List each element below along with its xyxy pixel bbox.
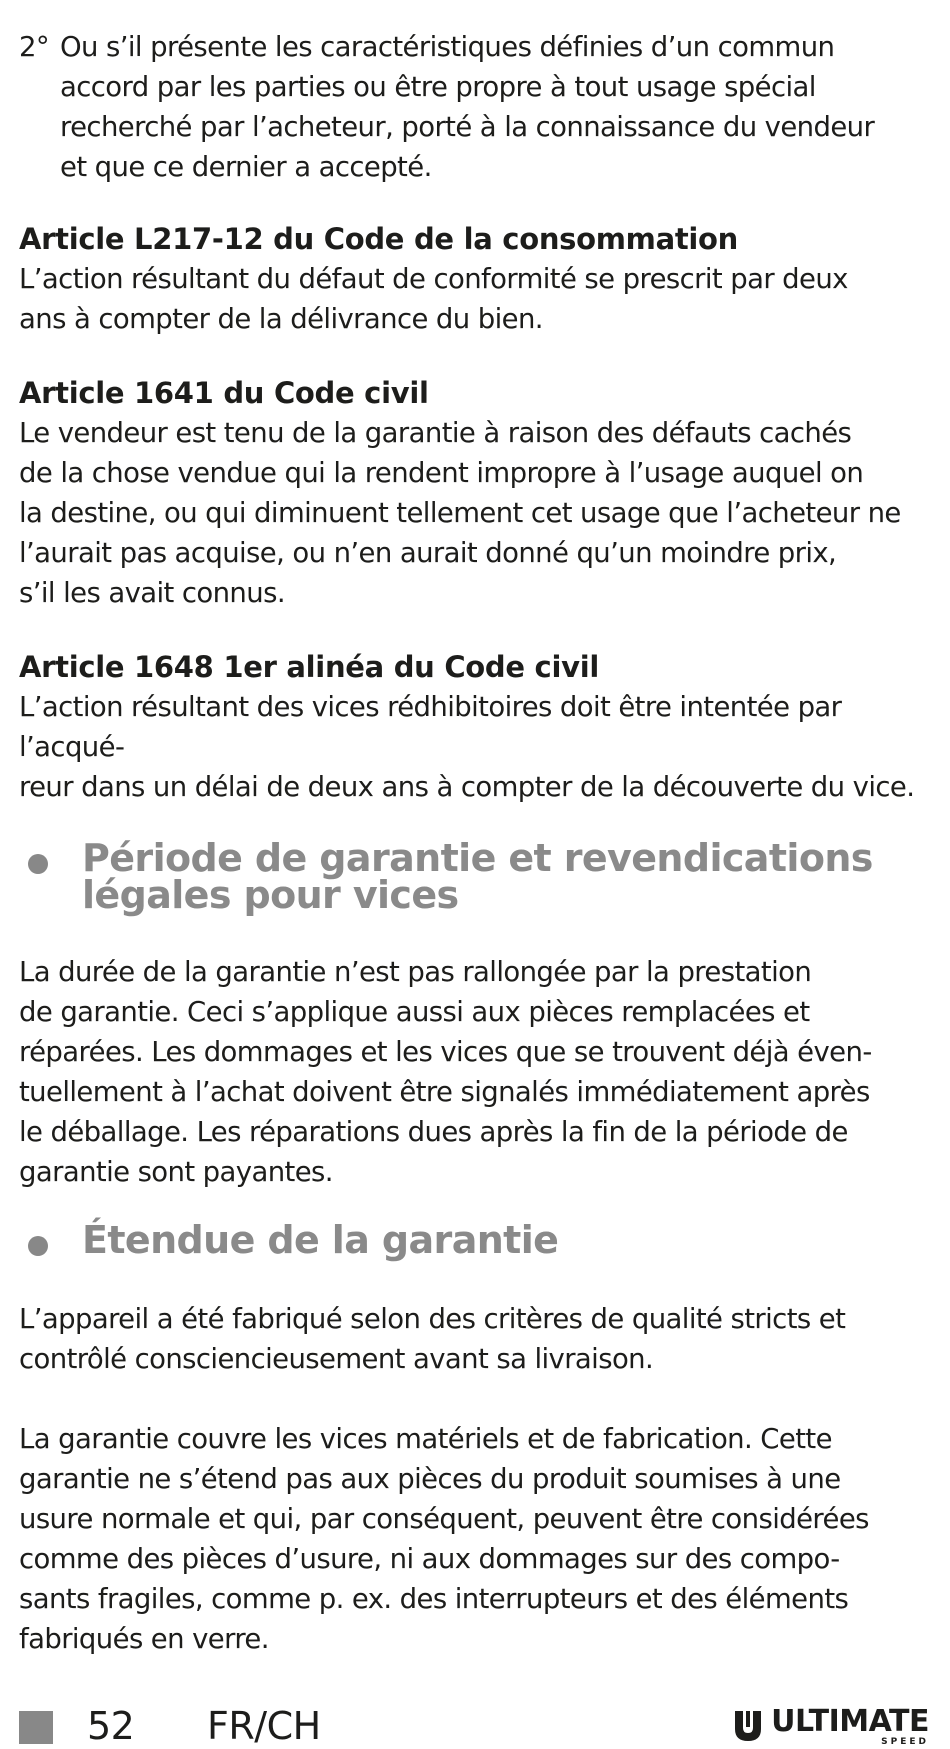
text-line: s’il les avait connus. <box>19 577 285 609</box>
text-line: garantie ne s’étend pas aux pièces du produit soumises à une <box>19 1463 841 1495</box>
section-title <box>82 836 873 917</box>
text-line: tuellement à l’achat doivent être signalés immédiatement après <box>19 1076 870 1108</box>
intro-item-text <box>60 27 931 187</box>
brand-wordmark <box>771 1704 929 1747</box>
text-line: Le vendeur est tenu de la garantie à raison des défauts cachés <box>19 417 852 449</box>
text-line: accord par les parties ou être propre à tout usage spécial <box>60 71 816 103</box>
text-line: contrôlé consciencieusement avant sa livraison. <box>19 1343 654 1375</box>
text-line: L’action résultant des vices rédhibitoires doit être intentée par l’acqué- <box>19 691 842 763</box>
bullet-icon <box>28 854 48 874</box>
section-body <box>19 1299 931 1659</box>
text-line: de garantie. Ceci s’applique aussi aux pièces remplacées et <box>19 996 810 1028</box>
section-title-line: Période de garantie et revendications <box>82 836 873 880</box>
text-line: La garantie couvre les vices matériels et de fabrication. Cette <box>19 1423 832 1455</box>
section-body <box>19 952 931 1192</box>
brand-name: ULTIMATE <box>771 1704 929 1739</box>
section-heading <box>19 1218 931 1262</box>
text-line: garantie sont payantes. <box>19 1156 333 1188</box>
brand-logo-icon <box>731 1708 765 1742</box>
text-line: l’aurait pas acquise, ou n’en aurait donné qu’un moindre prix, <box>19 537 837 569</box>
paragraph <box>19 1419 931 1659</box>
text-line: Ou s’il présente les caractéristiques définies d’un commun <box>60 31 835 63</box>
text-line: réparées. Les dommages et les vices que se trouvent déjà éven- <box>19 1036 872 1068</box>
text-line: de la chose vendue qui la rendent impropre à l’usage auquel on <box>19 457 864 489</box>
page-marker-square <box>19 1711 53 1744</box>
text-line: L’action résultant du défaut de conformité se prescrit par deux <box>19 263 848 295</box>
section-heading <box>19 836 931 917</box>
section-title <box>82 1218 559 1262</box>
language-code: FR/CH <box>207 1704 321 1748</box>
bullet-icon <box>28 1236 48 1256</box>
text-line: la destine, ou qui diminuent tellement cet usage que l’acheteur ne <box>19 497 901 529</box>
text-line: recherché par l’acheteur, porté à la connaissance du vendeur <box>60 111 875 143</box>
text-line: reur dans un délai de deux ans à compter de la découverte du vice. <box>19 771 915 803</box>
section-title-line: Étendue de la garantie <box>82 1218 559 1262</box>
text-line: sants fragiles, comme p. ex. des interrupteurs et des éléments <box>19 1583 849 1615</box>
intro-item-number: 2° <box>19 31 50 63</box>
text-line: et que ce dernier a accepté. <box>60 151 432 183</box>
brand-subtitle: SPEED <box>881 1737 929 1747</box>
text-line: L’appareil a été fabriqué selon des critères de qualité stricts et <box>19 1303 846 1335</box>
document-page <box>19 0 931 1659</box>
page-number: 52 <box>87 1704 135 1748</box>
section-title-line: légales pour vices <box>82 873 459 917</box>
article-block <box>19 373 931 613</box>
article-block <box>19 647 931 807</box>
text-line: comme des pièces d’usure, ni aux dommages sur des compo- <box>19 1543 840 1575</box>
brand-logo <box>731 1704 929 1747</box>
text-line: La durée de la garantie n’est pas rallongée par la prestation <box>19 956 812 988</box>
article-title: Article 1641 du Code civil <box>19 376 429 410</box>
text-line: ans à compter de la délivrance du bien. <box>19 303 543 335</box>
intro-item <box>19 27 931 187</box>
text-line: fabriqués en verre. <box>19 1623 269 1655</box>
article-title: Article L217-12 du Code de la consommation <box>19 222 739 256</box>
text-line: le déballage. Les réparations dues après la fin de la période de <box>19 1116 848 1148</box>
text-line: usure normale et qui, par conséquent, peuvent être considérées <box>19 1503 869 1535</box>
article-block <box>19 219 931 339</box>
page-footer <box>19 1703 931 1749</box>
article-title: Article 1648 1er alinéa du Code civil <box>19 650 599 684</box>
